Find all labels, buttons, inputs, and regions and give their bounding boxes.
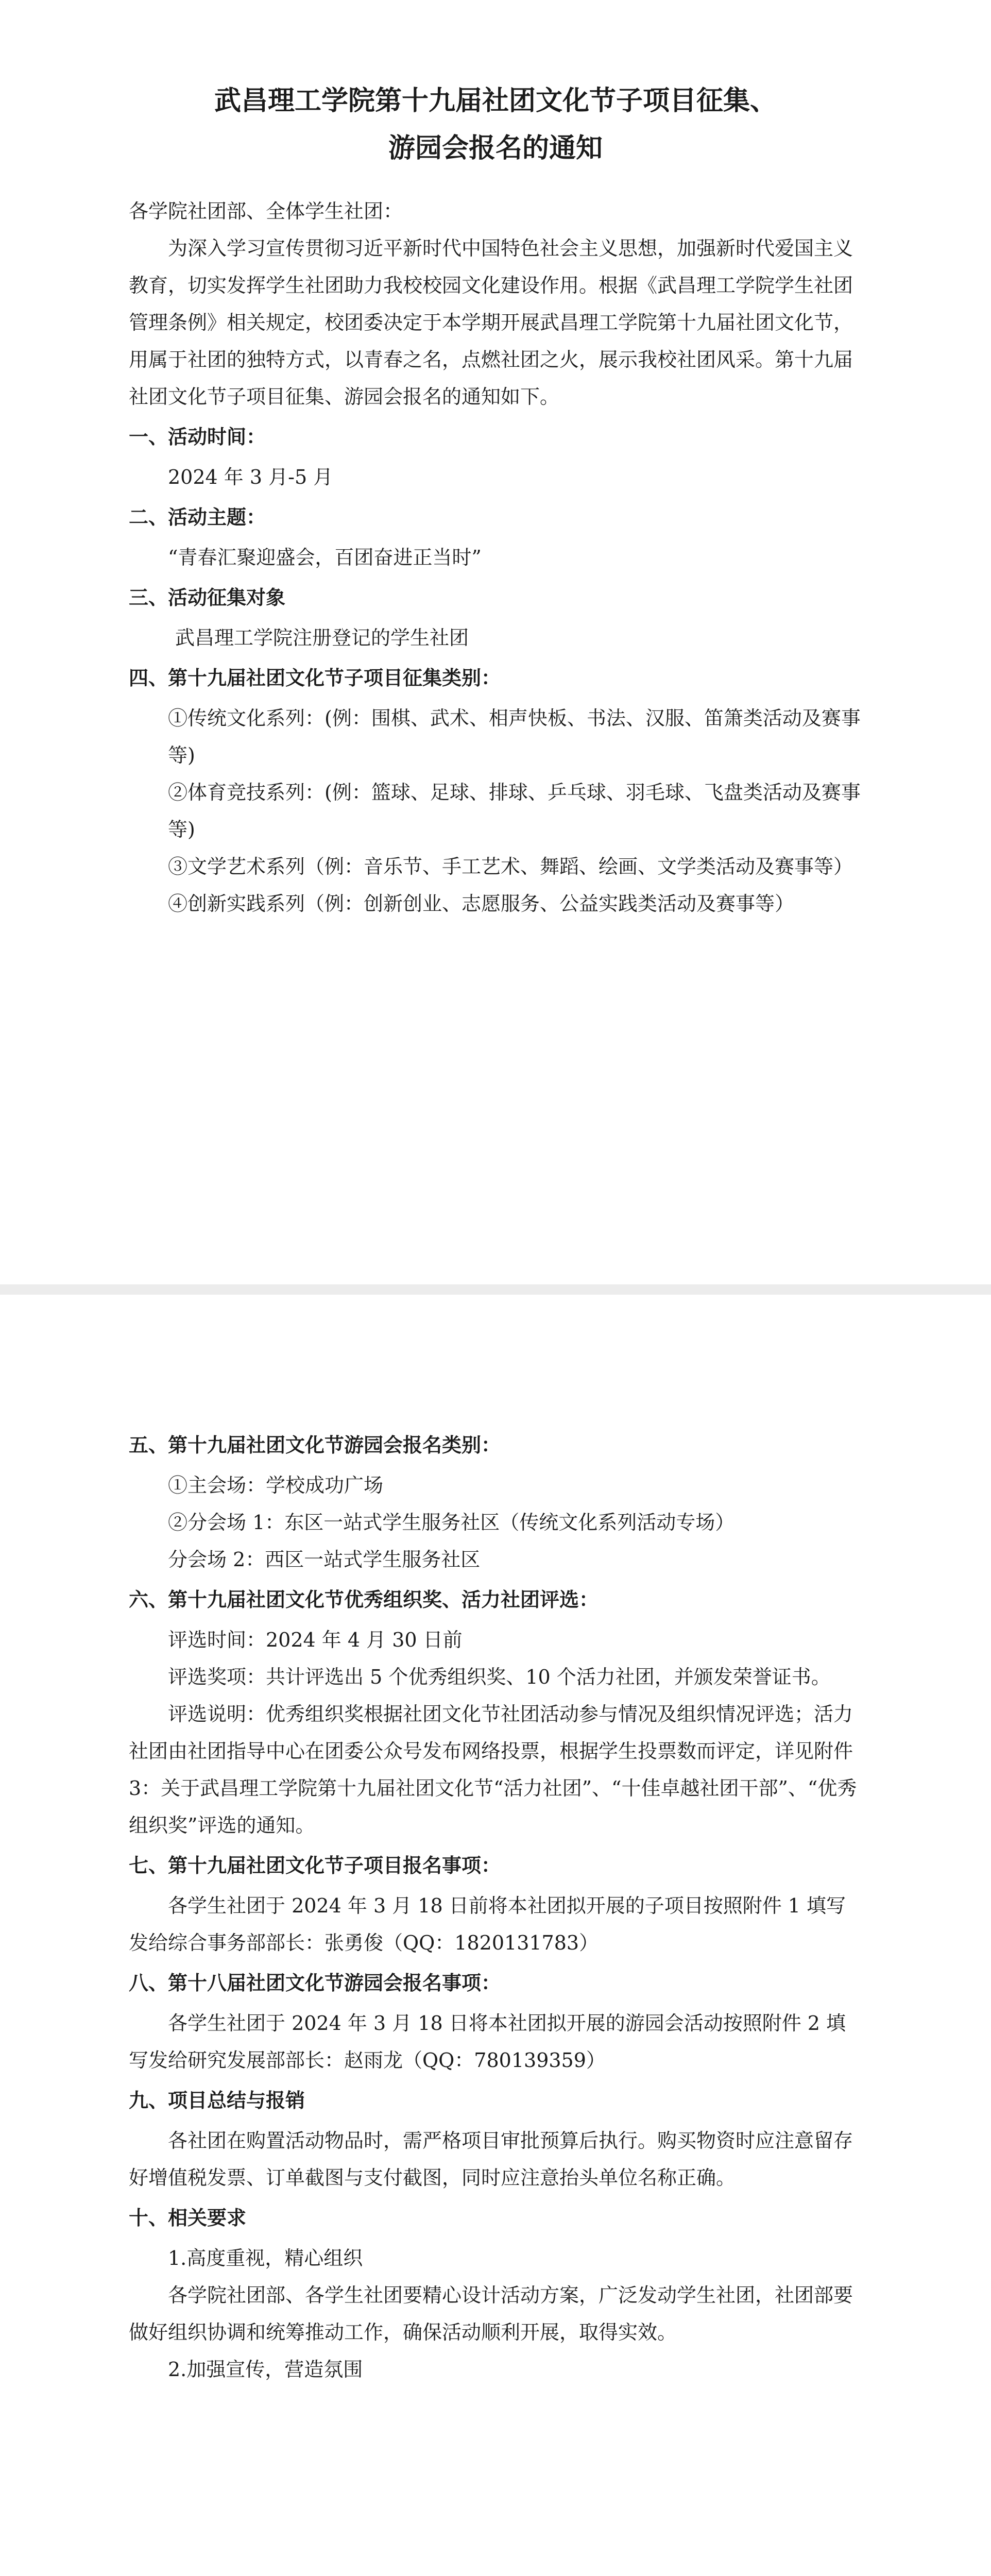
section-1-body: 2024 年 3 月-5 月 [168,466,333,488]
section-2-body: “青春汇聚迎盛会，百团奋进正当时” [168,546,482,569]
intro-paragraph: 为深入学习宣传贯彻习近平新时代中国特色社会主义思想，加强新时代爱国主义教育，切实发挥学生社团助力我校校园文化建设作用。根据《武昌理工学院学生社团管理条例》相关规定，校团委决定于本学期开展武昌理工学院第十九届社团文化节，用属于社团的独特方式，以青春之名，点燃社团之火，展示我校社团风采。第十九届社团文化节子项目征集、游园会报名的通知如下。 [129,237,853,408]
category-item: ③文学艺术系列（例：音乐节、手工艺术、舞蹈、绘画、文学类活动及赛事等） [168,855,853,878]
section-8-body: 各学生社团于 2024 年 3 月 18 日将本社团拟开展的游园会活动按照附件 2 填写发给研究发展部部长：赵雨龙（QQ：780139359） [129,2012,846,2072]
section-1-heading: 一、活动时间： [129,426,266,448]
document-page-1 [0,0,991,1284]
section-5-heading: 五、第十九届社团文化节游园会报名类别： [129,1434,501,1456]
section-10-heading: 十、相关要求 [129,2207,247,2229]
category-item: ①传统文化系列：(例：围棋、武术、相声快板、书法、汉服、笛箫类活动及赛事等) [168,707,861,767]
requirement-2-title: 2.加强宣传，营造氛围 [168,2358,363,2381]
evaluation-awards: 评选奖项：共计评选出 5 个优秀组织奖、10 个活力社团，并颁发荣誉证书。 [168,1666,831,1688]
venue-item: ①主会场：学校成功广场 [168,1474,384,1497]
section-7-body: 各学生社团于 2024 年 3 月 18 日前将本社团拟开展的子项目按照附件 1 填写发给综合事务部部长：张勇俊（QQ：1820131783） [129,1894,846,1954]
venue-item: 分会场 2：西区一站式学生服务社区 [168,1548,481,1571]
requirement-1-body: 各学院社团部、各学生社团要精心设计活动方案，广泛发动学生社团，社团部要做好组织协调和统筹推动工作，确保活动顺利开展，取得实效。 [129,2284,853,2344]
document-page-2 [0,1295,991,2576]
document-title [129,77,862,172]
title-line-2: 游园会报名的通知 [388,133,603,164]
category-item: ②体育竞技系列：(例：篮球、足球、排球、乒乓球、羽毛球、飞盘类活动及赛事等) [168,781,861,841]
section-2-heading: 二、活动主题： [129,506,266,529]
section-6-heading: 六、第十九届社团文化节优秀组织奖、活力社团评选： [129,1588,599,1611]
category-item: ④创新实践系列（例：创新创业、志愿服务、公益实践类活动及赛事等） [168,892,795,915]
section-9-heading: 九、项目总结与报销 [129,2089,305,2112]
evaluation-description: 评选说明：优秀组织奖根据社团文化节社团活动参与情况及组织情况评选；活力社团由社团指导中心在团委公众号发布网络投票，根据学生投票数而评定，详见附件 3：关于武昌理工学院第十九届社团文化节“活力社团”、“十佳卓越社团干部”、“优秀组织奖”评选的通知。 [129,1703,857,1837]
section-8-heading: 八、第十八届社团文化节游园会报名事项： [129,1972,501,1994]
section-9-body: 各社团在购置活动物品时，需严格项目审批预算后执行。购买物资时应注意留存好增值税发票、订单截图与支付截图，同时应注意抬头单位名称正确。 [129,2129,853,2189]
requirement-1-title: 1.高度重视，精心组织 [168,2247,363,2269]
evaluation-time: 评选时间：2024 年 4 月 30 日前 [168,1629,463,1651]
section-7-heading: 七、第十九届社团文化节子项目报名事项： [129,1854,501,1877]
venue-item: ②分会场 1：东区一站式学生服务社区（传统文化系列活动专场） [168,1511,735,1534]
section-4-heading: 四、第十九届社团文化节子项目征集类别： [129,667,501,689]
section-3-body: 武昌理工学院注册登记的学生社团 [175,626,469,649]
section-3-heading: 三、活动征集对象 [129,586,286,609]
greeting: 各学院社团部、全体学生社团： [129,200,403,223]
title-line-1: 武昌理工学院第十九届社团文化节子项目征集、 [214,86,777,116]
